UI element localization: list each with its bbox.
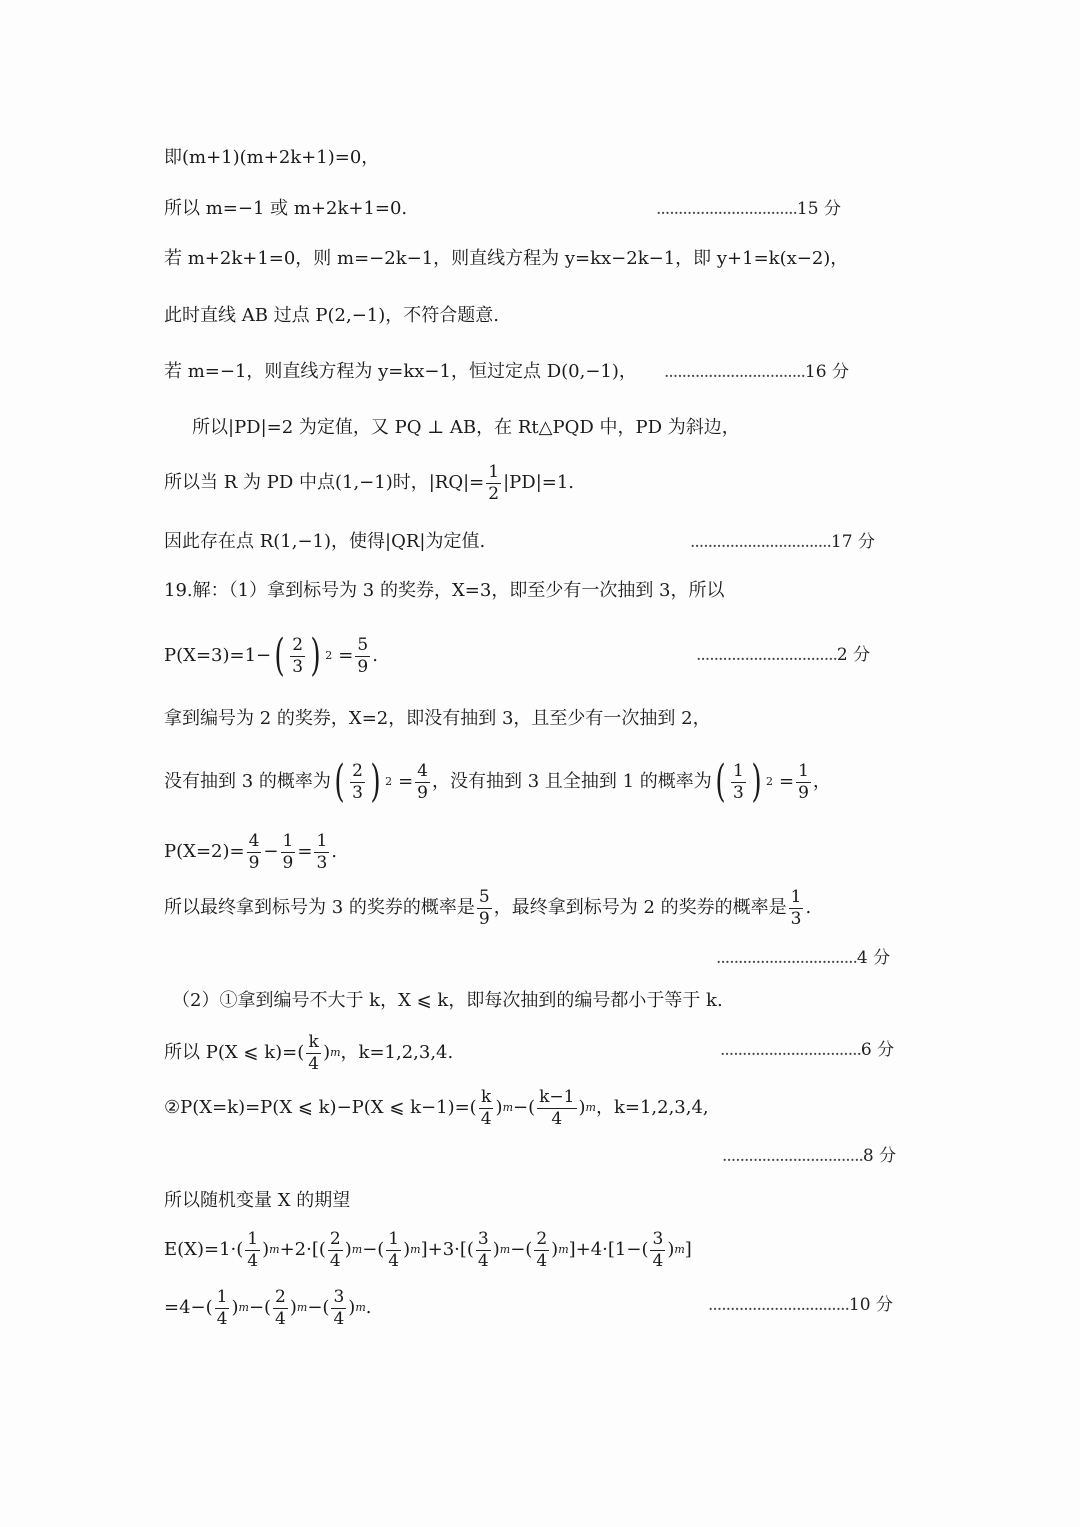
fraction-1-4b: $\frac{1}{4}$ xyxy=(388,1228,400,1271)
fraction-1-4: $\frac{1}{4}$ xyxy=(247,1228,259,1271)
fraction-2-4b: $\frac{2}{4}$ xyxy=(536,1228,548,1271)
score-4: ................................4 分 xyxy=(716,948,891,968)
fraction-5-9: $\frac{5}{9}$ xyxy=(357,634,369,677)
score-16: ................................16 分 xyxy=(664,362,849,382)
expectation-expansion: E(X)=1·( $\frac{1}{4}$ ) m +2·[( $\frac{2}{4}$ ) m −( $\frac{1}{4}$ ) m ]+3·[( $\frac{3}{4}$ ) m −( $\frac{2}{4}$ ) m ]+4·[1−( $\frac{3}{4}$ ) m ] xyxy=(164,1228,692,1271)
fraction-1-3: $\frac{1}{3}$ xyxy=(732,760,744,803)
score-6: ................................6 分 xyxy=(720,1040,895,1060)
fraction-k-4: $\frac{k}{4}$ xyxy=(308,1031,320,1074)
solution-m-values: 所以 m=−1 或 m+2k+1=0. xyxy=(164,198,408,219)
prob-X-eq-2: P(X=2)= $\frac{4}{9}$ − $\frac{1}{9}$ = $\frac{1}{3}$ . xyxy=(164,830,337,873)
conclusion-QR-fixed: 因此存在点 R(1,−1)，使得|QR|为定值. xyxy=(164,531,486,552)
fraction-4-9: $\frac{4}{9}$ xyxy=(417,760,428,803)
fraction-2-4c: $\frac{2}{4}$ xyxy=(275,1286,286,1329)
fraction-2-3: $\frac{2}{3}$ xyxy=(292,634,304,677)
score-8: ................................8 分 xyxy=(722,1146,897,1166)
prob-no-3: 没有抽到 3 的概率为 ( $\frac{2}{3}$ ) 2 = $\frac{4}{9}$ ，没有抽到 3 且全抽到 1 的概率为 ( $\frac{1}{3}$ ) 2 = $\frac{1}{9}$ ， xyxy=(164,756,831,807)
final-probabilities: 所以最终拿到标号为 3 的奖券的概率是 $\frac{5}{9}$ ，最终拿到标号为 2 的奖券的概率是 $\frac{1}{3}$ . xyxy=(164,886,812,929)
score-2: ................................2 分 xyxy=(696,645,871,665)
fraction-1-9b: $\frac{1}{9}$ xyxy=(282,830,294,873)
fraction-km1-4: $\frac{k-1}{4}$ xyxy=(539,1086,575,1129)
fraction-3-4: $\frac{3}{4}$ xyxy=(477,1228,489,1271)
pd-fixed-length: 所以|PD|=2 为定值，又 PQ ⊥ AB，在 Rt△PQD 中，PD 为斜边， xyxy=(192,417,740,438)
fraction-1-3c: $\frac{1}{3}$ xyxy=(790,886,802,929)
equation-factorized: 即(m+1)(m+2k+1)=0， xyxy=(164,147,380,168)
score-15: ................................15 分 xyxy=(656,199,841,219)
line-passes-P: 此时直线 AB 过点 P(2,−1)，不符合题意. xyxy=(164,305,499,326)
q19-part2-intro: （2）①拿到编号不大于 k，X ⩽ k，即每次抽到的编号都小于等于 k. xyxy=(172,990,723,1011)
expectation-result: =4−( $\frac{1}{4}$ ) m −( $\frac{2}{4}$ ) m −( $\frac{3}{4}$ ) m . xyxy=(164,1286,372,1329)
score-17: ................................17 分 xyxy=(690,532,875,552)
midpoint-R: 所以当 R 为 PD 中点(1,−1)时，|RQ|= $\frac{1}{2}$ |PD|=1. xyxy=(164,461,575,504)
fraction-k-4b: $\frac{k}{4}$ xyxy=(480,1086,492,1129)
prob-X-le-k: 所以 P(X ⩽ k)=( $\frac{k}{4}$ ) m ，k=1,2,3,4. xyxy=(164,1031,454,1074)
prob-X-eq-k: ②P(X=k)=P(X ⩽ k)−P(X ⩽ k−1)=( $\frac{k}{4}$ ) m −( $\frac{k-1}{4}$ ) m ，k=1,2,3,4, xyxy=(164,1086,709,1129)
fraction-1-3b: $\frac{1}{3}$ xyxy=(316,830,328,873)
fraction-2-4: $\frac{2}{4}$ xyxy=(329,1228,341,1271)
q19-part1-intro: 19.解：（1）拿到标号为 3 的奖券，X=3，即至少有一次抽到 3，所以 xyxy=(164,580,725,601)
fraction-2-3b: $\frac{2}{3}$ xyxy=(352,760,363,803)
expectation-intro: 所以随机变量 X 的期望 xyxy=(164,1190,351,1211)
prize-2-intro: 拿到编号为 2 的奖券，X=2，即没有抽到 3，且至少有一次抽到 2， xyxy=(164,708,711,729)
prob-X-eq-3: P(X=3)=1− ( $\frac{2}{3}$ ) 2 = $\frac{5}{9}$ . xyxy=(164,630,378,681)
score-10: ................................10 分 xyxy=(708,1295,893,1315)
fraction-4-9b: $\frac{4}{9}$ xyxy=(248,830,260,873)
fraction-1-9: $\frac{1}{9}$ xyxy=(798,760,809,803)
case-m-2k-1: 若 m+2k+1=0，则 m=−2k−1，则直线方程为 y=kx−2k−1，即 y+1=k(x−2)， xyxy=(164,248,849,269)
case-m-minus-1: 若 m=−1，则直线方程为 y=kx−1，恒过定点 D(0,−1)， xyxy=(164,361,637,382)
fraction-1-4c: $\frac{1}{4}$ xyxy=(216,1286,228,1329)
fraction-half: $\frac{1}{2}$ xyxy=(488,461,500,504)
fraction-5-9b: $\frac{5}{9}$ xyxy=(478,886,490,929)
fraction-3-4b: $\frac{3}{4}$ xyxy=(652,1228,664,1271)
fraction-3-4c: $\frac{3}{4}$ xyxy=(333,1286,345,1329)
